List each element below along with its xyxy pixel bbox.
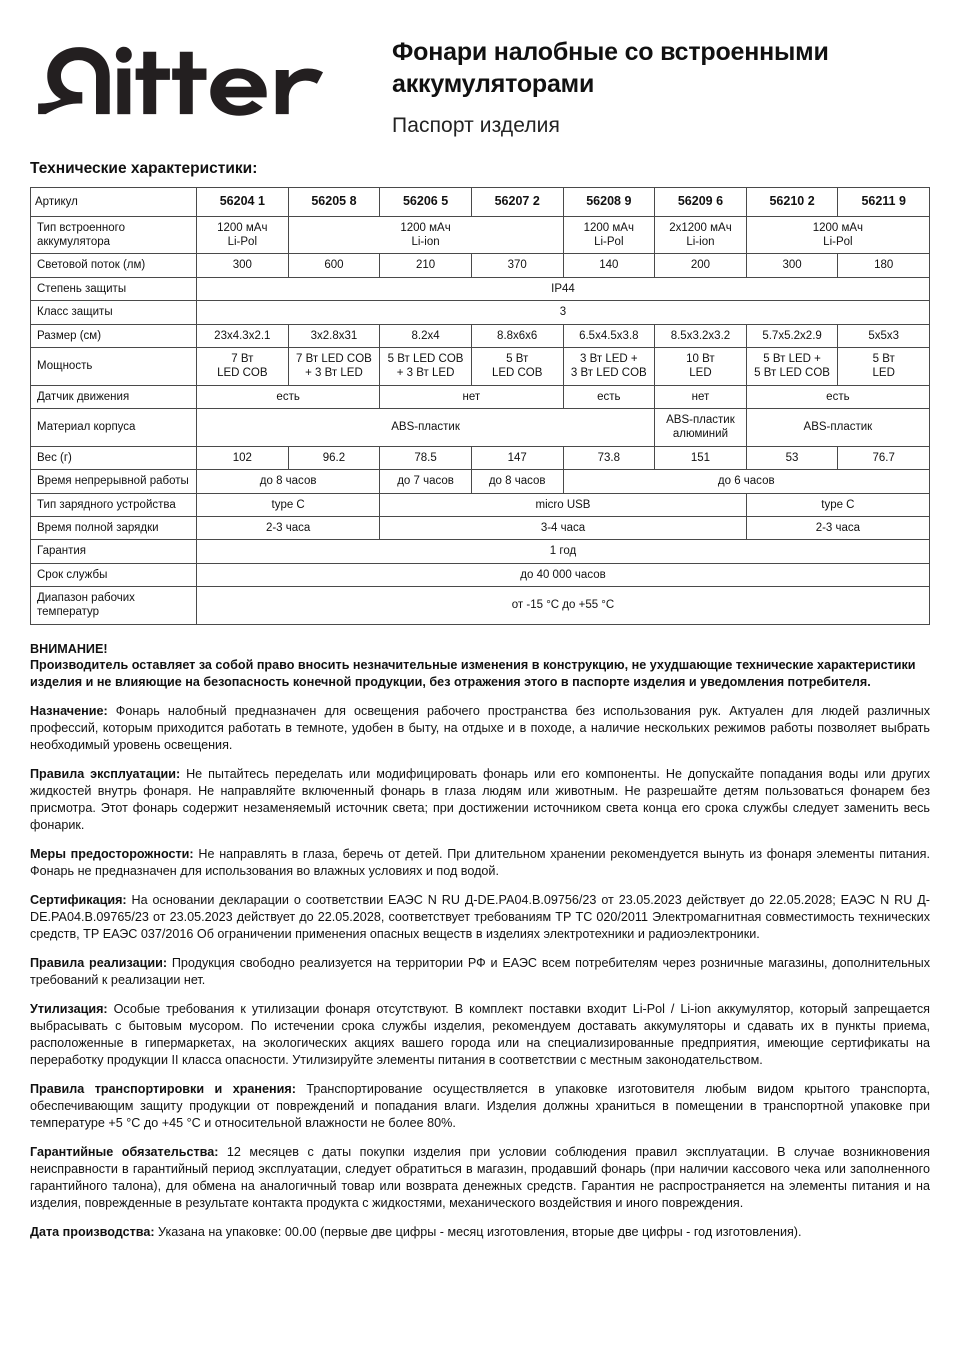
spec-cell: нет [655, 385, 747, 408]
section-certification [30, 892, 930, 943]
spec-cell: 56208 9 [563, 188, 655, 217]
section-transport-storage [30, 1081, 930, 1132]
spec-row-label: Датчик движения [31, 385, 197, 408]
section-body: Указана на упаковке: 00.00 (первые две цифры - месяц изготовления, вторые две цифры - год изготовления). [154, 1224, 802, 1239]
spec-cell: micro USB [380, 493, 747, 516]
spec-row-label: Время полной зарядки [31, 516, 197, 539]
section-warranty [30, 1144, 930, 1212]
spec-cell: 2-3 часа [746, 516, 929, 539]
spec-cell: 2-3 часа [197, 516, 380, 539]
spec-cell: 102 [197, 446, 289, 469]
table-row [31, 347, 930, 385]
section-body: На основании декларации о соответствии ЕАЭС N RU Д-DE.РА04.В.09756/23 от 23.05.2023 действует до 22.05.2028; ЕАЭС N RU Д-DE.РА04.В.09765/23 от 23.05.2023 действует до 22.05.2028, соответствует требованиям ТР ТС 020/2011 Электромагнитная совместимость технических средств, ТР ЕАЭС 037/2016 Об ограничении применения опасных веществ в изделиях электротехники и радиоэлектроники. [30, 892, 930, 941]
section-precautions [30, 846, 930, 880]
spec-row-label: Класс защиты [31, 301, 197, 324]
section-body: 12 месяцев с даты покупки изделия при условии соблюдения правил эксплуатации. В случае возникновения неисправности в гарантийный период эксплуатации, следует обратиться в магазин, продавший фонарь (при наличии кассового чека или заполненного гарантийного талона), для обмена на аналогичный товар или возврата денежных средств. Гарантия не распространяется на элементы питания и на изделия, поврежденные в результате контакта продукта с жидкостями, механического воздействия и иного повреждения. [30, 1144, 930, 1210]
spec-row-label: Диапазон рабочих температур [31, 587, 197, 625]
page-title: Фонари налобные со встроенными аккумуляторами [392, 38, 829, 98]
spec-row-label: Степень защиты [31, 277, 197, 300]
spec-cell: 1200 мАч Li-Pol [563, 216, 655, 254]
section-production-date [30, 1224, 930, 1259]
table-row [31, 563, 930, 586]
table-row [31, 277, 930, 300]
spec-cell: 200 [655, 254, 747, 277]
page-subtitle: Паспорт изделия [392, 114, 560, 137]
specs-heading: Технические характеристики: [30, 160, 258, 177]
spec-row-label: Время непрерывной работы [31, 470, 197, 493]
section-body: Не направлять в глаза, беречь от детей. При длительном хранении рекомендуется вынуть из фонаря элементы питания. Фонарь не предназначен для использования во влажных условиях и под водой. [30, 846, 930, 878]
table-row [31, 301, 930, 324]
title-block [392, 30, 930, 138]
table-row [31, 385, 930, 408]
spec-cell: 56204 1 [197, 188, 289, 217]
spec-cell: ABS-пластик [746, 409, 929, 447]
spec-cell: 210 [380, 254, 472, 277]
section-body: Особые требования к утилизации фонаря отсутствуют. В комплект поставки входит Li-Pol / Li-ion аккумулятор, который запрещается выбрасывать с бытовым мусором. По истечении срока службы изделия, рекомендуем доставать аккумуляторы и сдавать их в пункты приема, расположенные в гипермаркетах, на экологических акциях вашего города или на специализированные предприятия, имеющие сертификаты на переработку продукции II класса опасности. Утилизируйте элементы питания в соответствии с местным законодательством. [30, 1001, 930, 1067]
section-lead: Сертификация: [30, 892, 127, 907]
spec-cell: 10 Вт LED [655, 347, 747, 385]
spec-cell: 5 Вт LED COB + 3 Вт LED [380, 347, 472, 385]
spec-cell: есть [746, 385, 929, 408]
spec-cell: 3 Вт LED + 3 Вт LED COB [563, 347, 655, 385]
spec-cell: до 7 часов [380, 470, 472, 493]
spec-cell: 1 год [197, 540, 930, 563]
table-row [31, 470, 930, 493]
table-row [31, 188, 930, 217]
spec-cell: 7 Вт LED COB + 3 Вт LED [288, 347, 380, 385]
spec-cell: 5 Вт LED COB [471, 347, 563, 385]
spec-row-label: Тип зарядного устройства [31, 493, 197, 516]
info-sections [30, 703, 930, 1259]
spec-row-label: Мощность [31, 347, 197, 385]
spec-cell: до 40 000 часов [197, 563, 930, 586]
spec-cell: 300 [746, 254, 838, 277]
table-row [31, 216, 930, 254]
spec-cell: 78.5 [380, 446, 472, 469]
section-body: Транспортирование осуществляется в упаковке изготовителя любым видом крытого транспорта, обеспечивающим защиту продукции от повреждений и попадания влаги. Изделия должны храниться в помещении в транспортной упаковке при температуре +5 °С до +45 °С и относительной влажности не более 80%. [30, 1081, 930, 1130]
ritter-logo [32, 30, 362, 122]
spec-cell: 73.8 [563, 446, 655, 469]
spec-cell: 3х2.8х31 [288, 324, 380, 347]
spec-cell: 2х1200 мАч Li-ion [655, 216, 747, 254]
document-header [30, 22, 930, 156]
spec-cell: 300 [197, 254, 289, 277]
table-row [31, 254, 930, 277]
section-disposal [30, 1001, 930, 1069]
table-row [31, 587, 930, 625]
spec-cell: 1200 мАч Li-ion [288, 216, 563, 254]
spec-row-label: Гарантия [31, 540, 197, 563]
table-row [31, 324, 930, 347]
spec-cell: 370 [471, 254, 563, 277]
spec-cell: 1200 мАч Li-Pol [197, 216, 289, 254]
attention-block [30, 641, 930, 691]
spec-cell: 8.5х3.2х3.2 [655, 324, 747, 347]
spec-cell: 56209 6 [655, 188, 747, 217]
section-lead: Назначение: [30, 703, 108, 718]
spec-cell: 151 [655, 446, 747, 469]
spec-cell: 56211 9 [838, 188, 930, 217]
spec-cell: 140 [563, 254, 655, 277]
spec-cell: ABS-пластик [197, 409, 655, 447]
spec-cell: 5.7х5.2х2.9 [746, 324, 838, 347]
table-row [31, 493, 930, 516]
section-body: Продукция свободно реализуется на территории РФ и ЕАЭС всем потребителям через розничные магазины, дополнительных требований к реализации нет. [30, 955, 930, 987]
specifications-table-body [31, 188, 930, 625]
section-body: Фонарь налобный предназначен для освещения рабочего пространства без использования рук. Актуален для людей различных профессий, которым приходится работать в темноте, удобен в быту, на отдыхе и в походе, а наличие нескольких режимов работы позволяет выбрать необходимый уровень освещения. [30, 703, 930, 752]
section-lead: Правила реализации: [30, 955, 168, 970]
spec-cell: 8.8х6х6 [471, 324, 563, 347]
section-lead: Меры предосторожности: [30, 846, 194, 861]
table-row [31, 516, 930, 539]
spec-cell: 5 Вт LED + 5 Вт LED COB [746, 347, 838, 385]
section-body: Не пытайтесь переделать или модифицировать фонарь или его компоненты. Не допускайте попадания воды или других жидкостей внутрь фонаря. Не направляйте включенный фонарь в глаза людям или животным. Не разрешайте детям пользоваться фонарем без присмотра. Этот фонарь содержит незаменяемый источник света; при достижении источником света конца его срока службы следует заменить весь фонарик. [30, 766, 930, 832]
table-row [31, 409, 930, 447]
spec-cell: 1200 мАч Li-Pol [746, 216, 929, 254]
spec-cell: ABS-пластик алюминий [655, 409, 747, 447]
section-lead: Утилизация: [30, 1001, 108, 1016]
spec-cell: есть [563, 385, 655, 408]
spec-row-label: Тип встроенного аккумулятора [31, 216, 197, 254]
spec-cell: 600 [288, 254, 380, 277]
spec-row-label: Срок службы [31, 563, 197, 586]
spec-cell: type C [197, 493, 380, 516]
section-lead: Дата производства: [30, 1224, 155, 1239]
table-row [31, 540, 930, 563]
spec-row-label: Размер (см) [31, 324, 197, 347]
spec-cell: IP44 [197, 277, 930, 300]
spec-row-label: Вес (г) [31, 446, 197, 469]
spec-cell: 3-4 часа [380, 516, 747, 539]
attention-body: Производитель оставляет за собой право вносить незначительные изменения в конструкцию, не ухудшающие технические характеристики изделия и не влияющие на безопасность конечной продукции, без отражения этого в паспорте изделия и уведомления потребителя. [30, 658, 916, 690]
section-lead: Правила транспортировки и хранения: [30, 1081, 296, 1096]
spec-row-label: Артикул [31, 188, 197, 217]
section-sales-rules [30, 955, 930, 989]
spec-cell: 56210 2 [746, 188, 838, 217]
spec-cell: 53 [746, 446, 838, 469]
spec-cell: 6.5х4.5х3.8 [563, 324, 655, 347]
spec-cell: 96.2 [288, 446, 380, 469]
spec-cell: 7 Вт LED COB [197, 347, 289, 385]
spec-cell: 180 [838, 254, 930, 277]
spec-cell: 76.7 [838, 446, 930, 469]
section-lead: Гарантийные обязательства: [30, 1144, 219, 1159]
spec-row-label: Световой поток (лм) [31, 254, 197, 277]
spec-cell: type C [746, 493, 929, 516]
spec-cell: до 8 часов [471, 470, 563, 493]
section-lead: Правила эксплуатации: [30, 766, 181, 781]
attention-title: ВНИМАНИЕ! [30, 641, 108, 656]
spec-cell: есть [197, 385, 380, 408]
spec-cell: 8.2х4 [380, 324, 472, 347]
spec-cell: 23х4.3х2.1 [197, 324, 289, 347]
spec-cell: 5х5х3 [838, 324, 930, 347]
spec-cell: от -15 °С до +55 °С [197, 587, 930, 625]
spec-cell: 147 [471, 446, 563, 469]
spec-cell: до 8 часов [197, 470, 380, 493]
table-row [31, 446, 930, 469]
spec-cell: нет [380, 385, 563, 408]
spec-cell: 5 Вт LED [838, 347, 930, 385]
spec-cell: 56206 5 [380, 188, 472, 217]
spec-cell: 56205 8 [288, 188, 380, 217]
spec-cell: до 6 часов [563, 470, 930, 493]
section-purpose [30, 703, 930, 754]
specifications-table [30, 187, 930, 625]
section-operation-rules [30, 766, 930, 834]
spec-cell: 56207 2 [471, 188, 563, 217]
spec-cell: 3 [197, 301, 930, 324]
spec-row-label: Материал корпуса [31, 409, 197, 447]
